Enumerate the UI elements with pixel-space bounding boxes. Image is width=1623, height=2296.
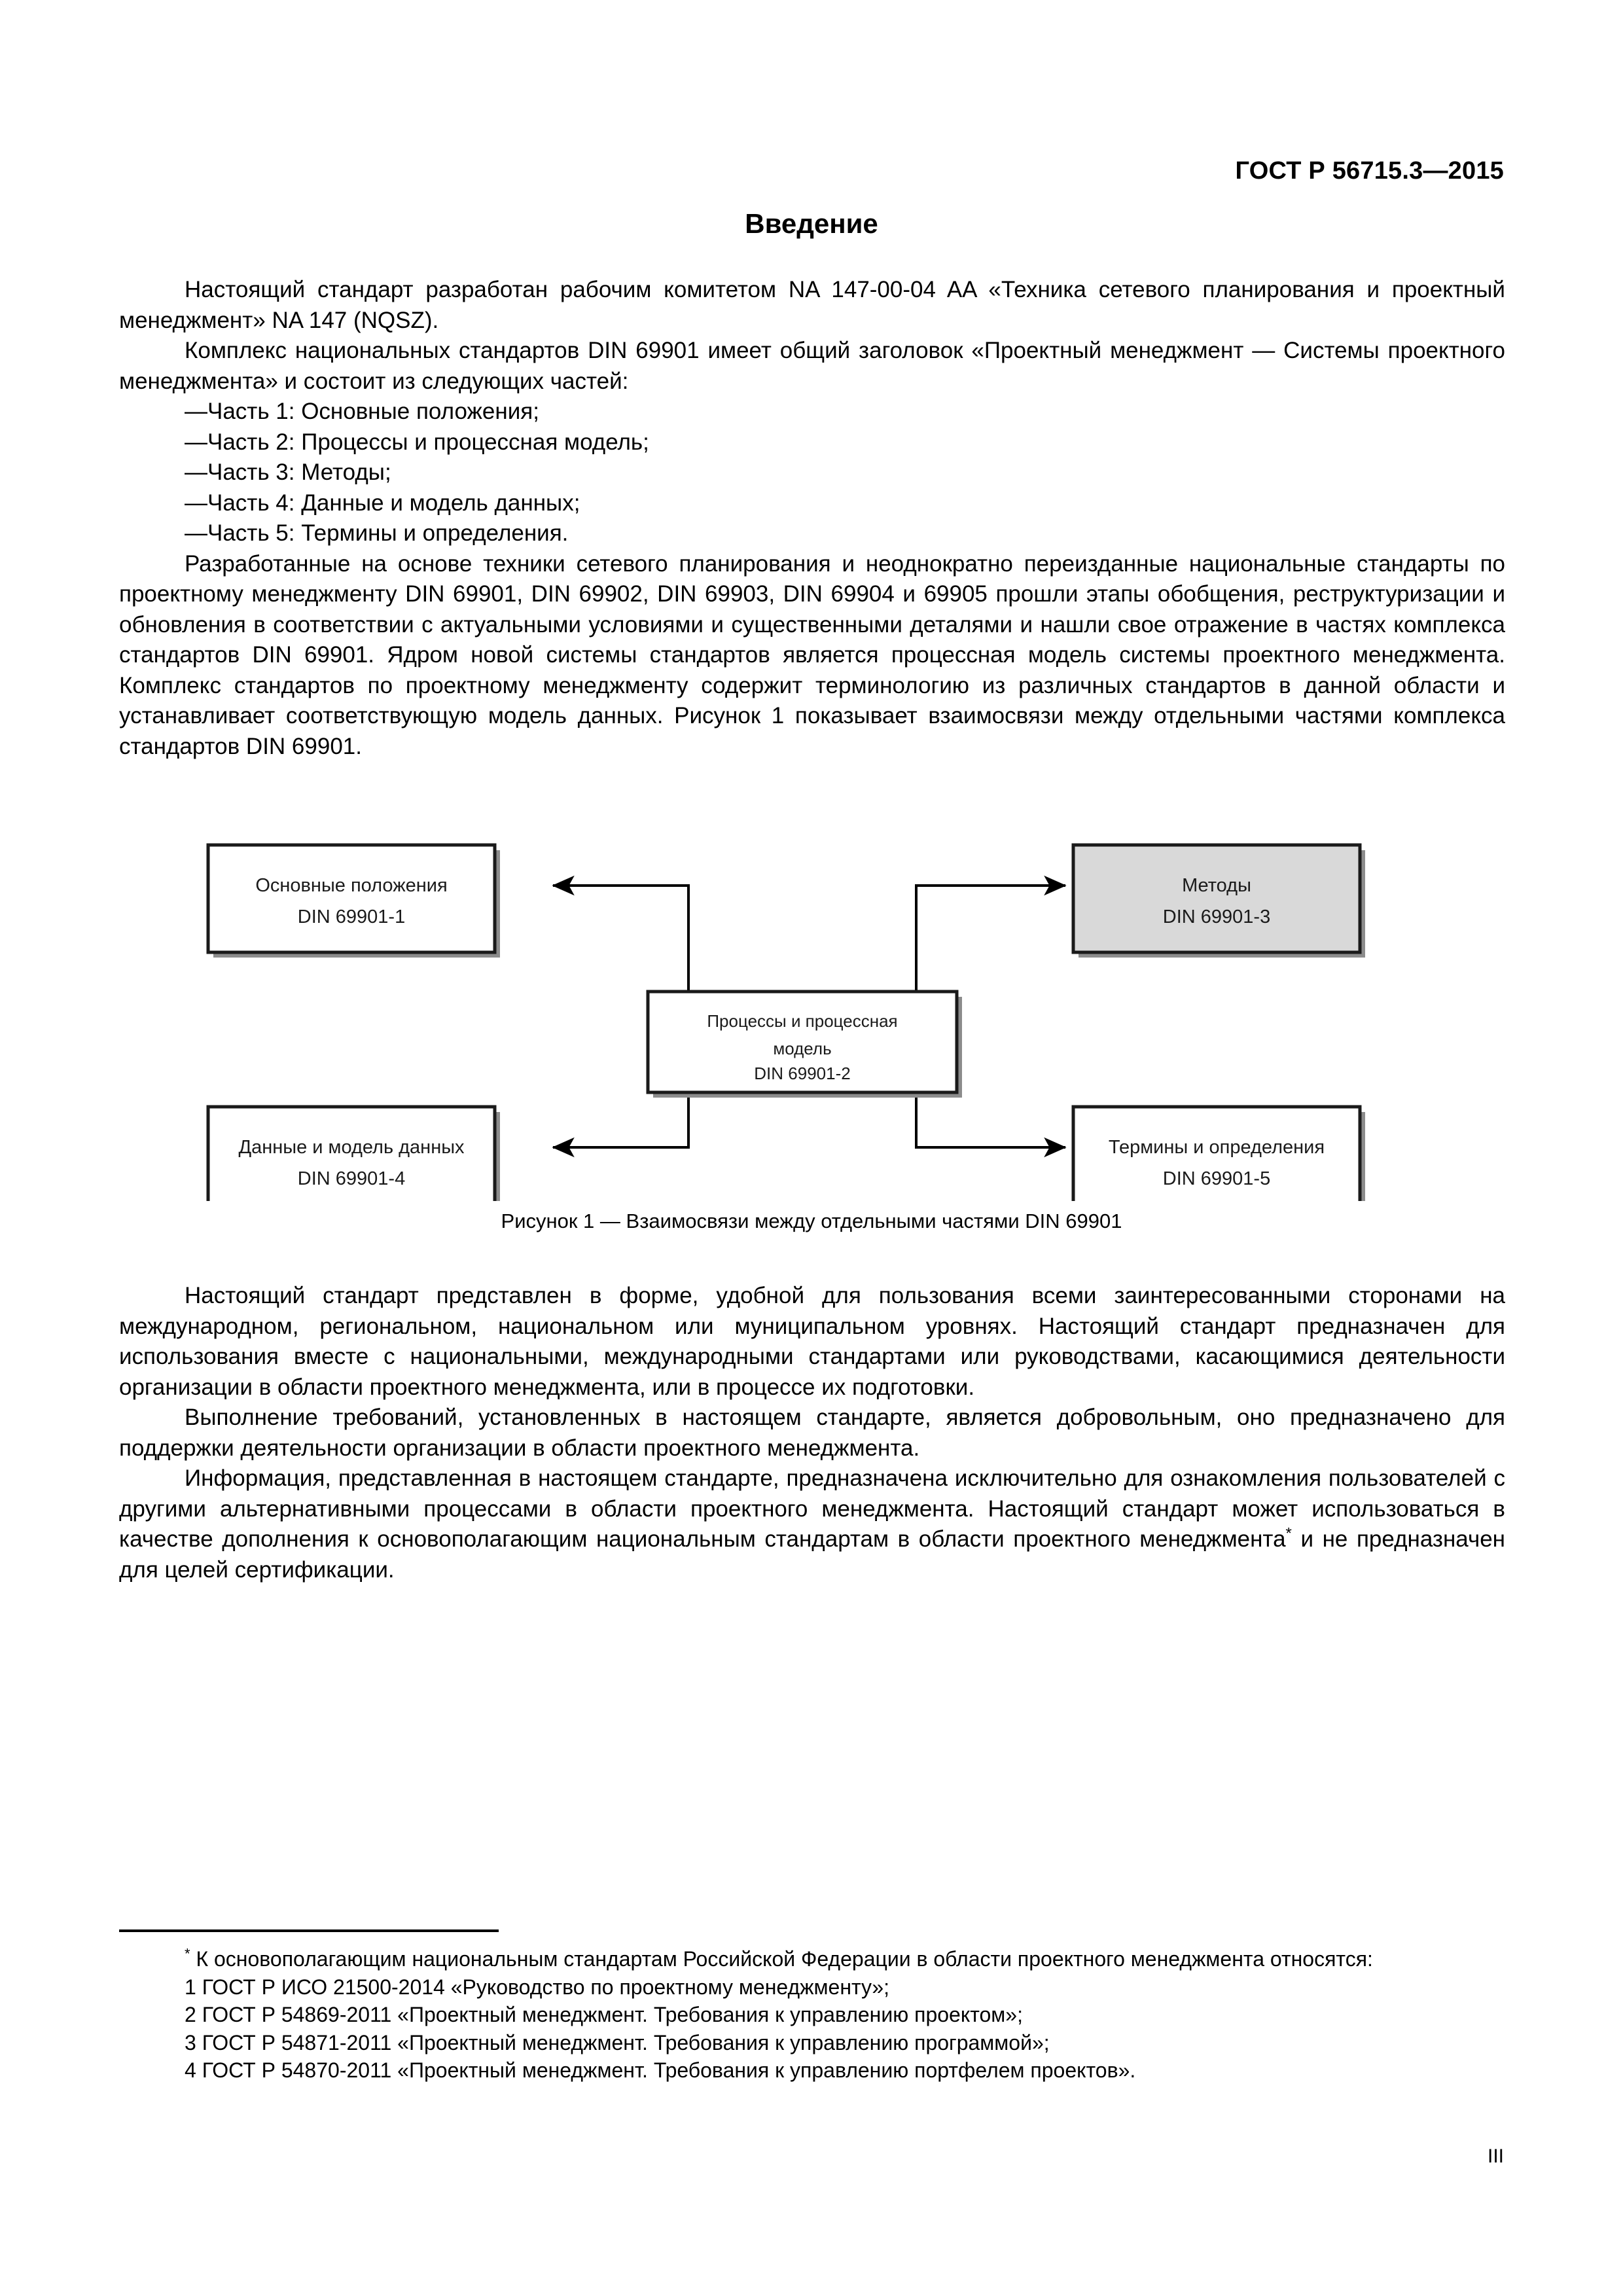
box-label-line1: Методы [1182, 875, 1251, 896]
connector-center-to-basics [553, 886, 688, 990]
footnote-marker: * [185, 1945, 190, 1962]
box-label-line2: DIN 69901-1 [297, 906, 406, 927]
diagram-box-din-69901-4 [208, 1107, 500, 1201]
list-item: 1 ГОСТ Р ИСО 21500-2014 «Руководство по проектному менеджменту»; [185, 1975, 890, 1999]
box-label-line2: модель [773, 1039, 832, 1058]
box-label-line1: Термины и определения [1108, 1137, 1325, 1158]
box-label-line3: DIN 69901-2 [754, 1064, 851, 1083]
footnote-separator-rule [119, 1929, 499, 1932]
paragraph-5: Выполнение требований, установленных в настоящем стандарте, является добровольным, оно предназначено для поддержки деятельности организации в области проектного менеджмента. [119, 1405, 1505, 1461]
footnote-intro-text: К основополагающим национальным стандартам Российской Федерации в области проектного менеджмента относятся: [196, 1947, 1373, 1971]
box-label-line2: DIN 69901-5 [1162, 1168, 1271, 1189]
introduction-body-upper [119, 275, 1505, 762]
paragraph-1: Настоящий стандарт разработан рабочим комитетом NA 147-00-04 AA «Техника сетевого планирования и проектный менеджмент» NA 147 (NQSZ). [119, 277, 1505, 333]
footnote-standards-list [119, 1973, 1505, 2085]
box-label-line2: DIN 69901-4 [297, 1168, 406, 1189]
diagram-box-din-69901-2 [648, 992, 962, 1098]
list-item: 4 ГОСТ Р 54870-2011 «Проектный менеджмент. Требования к управлению портфелем проектов». [185, 2058, 1136, 2082]
footnote-reference-marker: * [1285, 1524, 1292, 1543]
connector-center-to-methods [916, 886, 1065, 990]
list-item: —Часть 4: Данные и модель данных; [185, 490, 580, 516]
figure-1-caption: Рисунок 1 — Взаимосвязи между отдельными частями DIN 69901 [501, 1210, 1122, 1232]
parts-list [119, 397, 1505, 549]
list-item: 3 ГОСТ Р 54871-2011 «Проектный менеджмент. Требования к управлению программой»; [185, 2030, 1050, 2054]
list-item: —Часть 5: Термины и определения. [185, 520, 569, 546]
paragraph-2: Комплекс национальных стандартов DIN 69901 имеет общий заголовок «Проектный менеджмент — Системы проектного менеджмента» и состоит из следующих частей: [119, 338, 1505, 394]
box-label-line1: Данные и модель данных [238, 1137, 465, 1158]
list-item: —Часть 2: Процессы и процессная модель; [185, 429, 649, 455]
box-label-line2: DIN 69901-3 [1162, 906, 1271, 927]
footnote-block [119, 1945, 1505, 2085]
paragraph-4: Настоящий стандарт представлен в форме, удобной для пользования всеми заинтересованными сторонами на международном, региональном, национальном или муниципальном уровнях. Настоящий стандарт предназначен для использования вместе с национальными, международными стандартами или руководствами, касающимися деятельности организации в области проектного менеджмента, или в процессе их подготовки. [119, 1283, 1505, 1400]
list-item: 2 ГОСТ Р 54869-2011 «Проектный менеджмент. Требования к управлению проектом»; [185, 2003, 1023, 2026]
figure-1-diagram [190, 834, 1466, 1201]
list-item: —Часть 1: Основные положения; [185, 399, 539, 424]
footnote-intro [119, 1945, 1505, 1973]
box-label-line1: Процессы и процессная [707, 1011, 898, 1031]
paragraph-6 [119, 1463, 1505, 1585]
document-standard-header: ГОСТ Р 56715.3—2015 [1235, 157, 1504, 185]
paragraph-6-text-before: Информация, представленная в настоящем стандарте, предназначена исключительно для ознакомления пользователей с другими альтернативными процессами в области проектного менеджмента. Настоящий стандарт может использоваться в качестве дополнения к основополагающим национальным стандартам в области проектного менеджмента [119, 1465, 1505, 1552]
paragraph-6-text-after: и не предназначен для целей сертификации. [119, 1526, 1505, 1583]
page-number: III [1487, 2145, 1504, 2167]
diagram-box-din-69901-3 [1073, 845, 1365, 958]
page-title: Введение [745, 208, 878, 239]
introduction-body-lower [119, 1281, 1505, 1585]
box-label-line1: Основные положения [255, 875, 448, 896]
list-item: —Часть 3: Методы; [185, 459, 391, 485]
diagram-box-din-69901-1 [208, 845, 500, 958]
diagram-box-din-69901-5 [1073, 1107, 1365, 1201]
paragraph-3: Разработанные на основе техники сетевого планирования и неоднократно переизданные национальные стандарты по проектному менеджменту DIN 69901, DIN 69902, DIN 69903, DIN 69904 и 69905 прошли этапы обобщения, реструктуризации и обновления в соответствии с актуальными условиями и существенными деталями и нашли свое отражение в частях комплекса стандартов DIN 69901. Ядром новой системы стандартов является процессная модель системы проектного менеджмента. Комплекс стандартов по проектному менеджменту содержит терминологию из различных стандартов в данной области и устанавливает соответствующую модель данных. Рисунок 1 показывает взаимосвязи между отдельными частями комплекса стандартов DIN 69901. [119, 550, 1505, 759]
